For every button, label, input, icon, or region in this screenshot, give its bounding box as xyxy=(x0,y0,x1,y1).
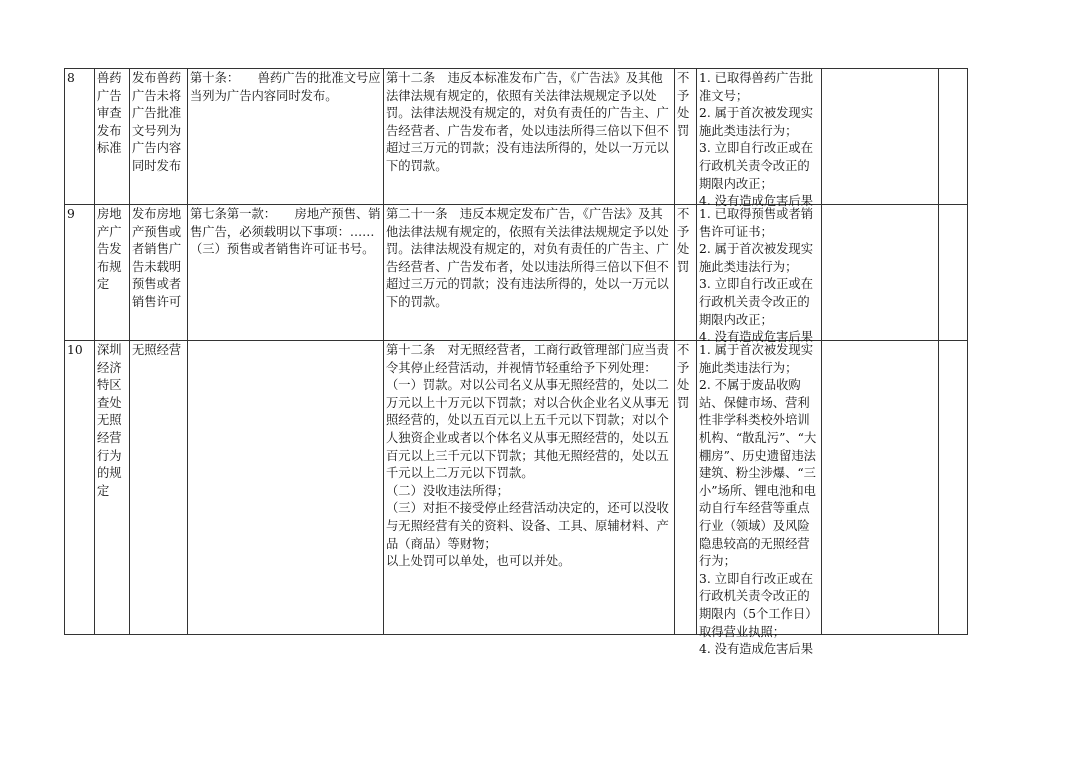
condition-item: 1. 属于首次被发现实施此类违法行为； xyxy=(699,343,814,375)
legal-basis xyxy=(190,342,381,633)
table-row xyxy=(65,341,968,635)
empty-cell xyxy=(941,70,965,203)
decision: 不予处罚 xyxy=(677,343,690,410)
conditions xyxy=(699,342,819,657)
violation-behavior: 发布兽药广告未将广告批准文号列为广告内容同时发布 xyxy=(132,71,182,173)
decision: 不予处罚 xyxy=(677,207,690,274)
penalty-provision xyxy=(386,342,672,633)
condition-item: 4. 没有造成危害后果 xyxy=(699,330,814,345)
table-row xyxy=(65,69,968,205)
row-number: 8 xyxy=(67,71,75,85)
penalty-provision: 第十二条 违反本标准发布广告，《广告法》及其他法律法规有规定的，依照有关法律法规规定予以处罚。法律法规没有规定的，对负有责任的广告主、广告经营者、广告发布者，处以违法所得三倍以下但不超过三万元的罚款；没有违法所得的，处以一万元以下的罚款。 xyxy=(386,71,669,173)
condition-item: 4. 没有造成危害后果 xyxy=(699,642,814,657)
empty-cell xyxy=(941,342,965,633)
row-number: 9 xyxy=(67,207,75,221)
empty-cell xyxy=(824,342,936,633)
law-name: 深圳经济特区查处无照经营行为的规定 xyxy=(97,343,122,498)
penalty-line: （一）罚款。对以公司名义从事无照经营的，处以二万元以上十万元以下罚款；对以合伙企业名义从事无照经营的，处以五百元以上五千元以下罚款；对以个人独资企业或者以个体名义从事无照经营的，处以五百元以上三千元以下罚款；其他无照经营的，处以五千元以上二万元以下罚款。 xyxy=(386,378,669,481)
penalty-line: 第十二条 对无照经营者，工商行政管理部门应当责令其停止经营活动，并视情节轻重给予下列处理： xyxy=(386,343,669,375)
penalty-provision: 第二十一条 违反本规定发布广告，《广告法》及其他法律法规有规定的，依照有关法律法规规定予以处罚。法律法规没有规定的，对负有责任的广告主、广告经营者、广告发布者，处以违法所得三倍以下但不超过三万元的罚款；没有违法所得的，处以一万元以下的罚款。 xyxy=(386,207,669,309)
row-number: 10 xyxy=(67,343,83,357)
legal-basis: 第七条第一款： 房地产预售、销售广告，必须载明以下事项：……（三）预售或者销售许可证书号。 xyxy=(190,207,381,257)
conditions xyxy=(699,206,819,345)
conditions xyxy=(699,70,819,209)
condition-item: 4. 没有造成危害后果 xyxy=(699,194,814,209)
penalty-line: （三）对拒不接受停止经营活动决定的，还可以没收与无照经营有关的资料、设备、工具、原辅材料、产品（商品）等财物； xyxy=(386,501,669,551)
condition-item: 2. 不属于废品收购站、保健市场、营利性非学科类校外培训机构、“散乱污”、“大棚房”、历史遗留违法建筑、粉尘涉爆、“三小”场所、锂电池和电动自行车经营等重点行业（领域）及风险隐患较高的无照经营行为； xyxy=(699,378,817,569)
condition-item: 2. 属于首次被发现实施此类违法行为； xyxy=(699,242,814,274)
penalty-line: （二）没收违法所得； xyxy=(386,483,509,498)
law-name: 房地产广告发布规定 xyxy=(97,207,122,292)
table-row xyxy=(65,205,968,341)
condition-item: 3. 立即自行改正或在行政机关责令改正的期限内（5个工作日）取得营业执照； xyxy=(699,571,818,639)
condition-item: 2. 属于首次被发现实施此类违法行为； xyxy=(699,106,814,138)
decision: 不予处罚 xyxy=(677,71,690,138)
empty-cell xyxy=(941,206,965,339)
condition-item: 1. 已取得预售或者销售许可证书； xyxy=(699,207,814,239)
empty-cell xyxy=(824,70,936,203)
empty-cell xyxy=(824,206,936,339)
violation-behavior: 发布房地产预售或者销售广告未载明预售或者销售许可 xyxy=(132,207,182,309)
legal-basis: 第十条： 兽药广告的批准文号应当列为广告内容同时发布。 xyxy=(190,71,381,103)
regulation-table xyxy=(64,68,968,657)
condition-item: 3. 立即自行改正或在行政机关责令改正的期限内改正； xyxy=(699,141,814,191)
violation-behavior: 无照经营 xyxy=(132,343,182,357)
law-name: 兽药广告审查发布标准 xyxy=(97,71,122,156)
penalty-line: 以上处罚可以单处，也可以并处。 xyxy=(386,554,571,569)
condition-item: 1. 已取得兽药广告批准文号； xyxy=(699,71,814,103)
condition-item: 3. 立即自行改正或在行政机关责令改正的期限内改正； xyxy=(699,277,814,327)
